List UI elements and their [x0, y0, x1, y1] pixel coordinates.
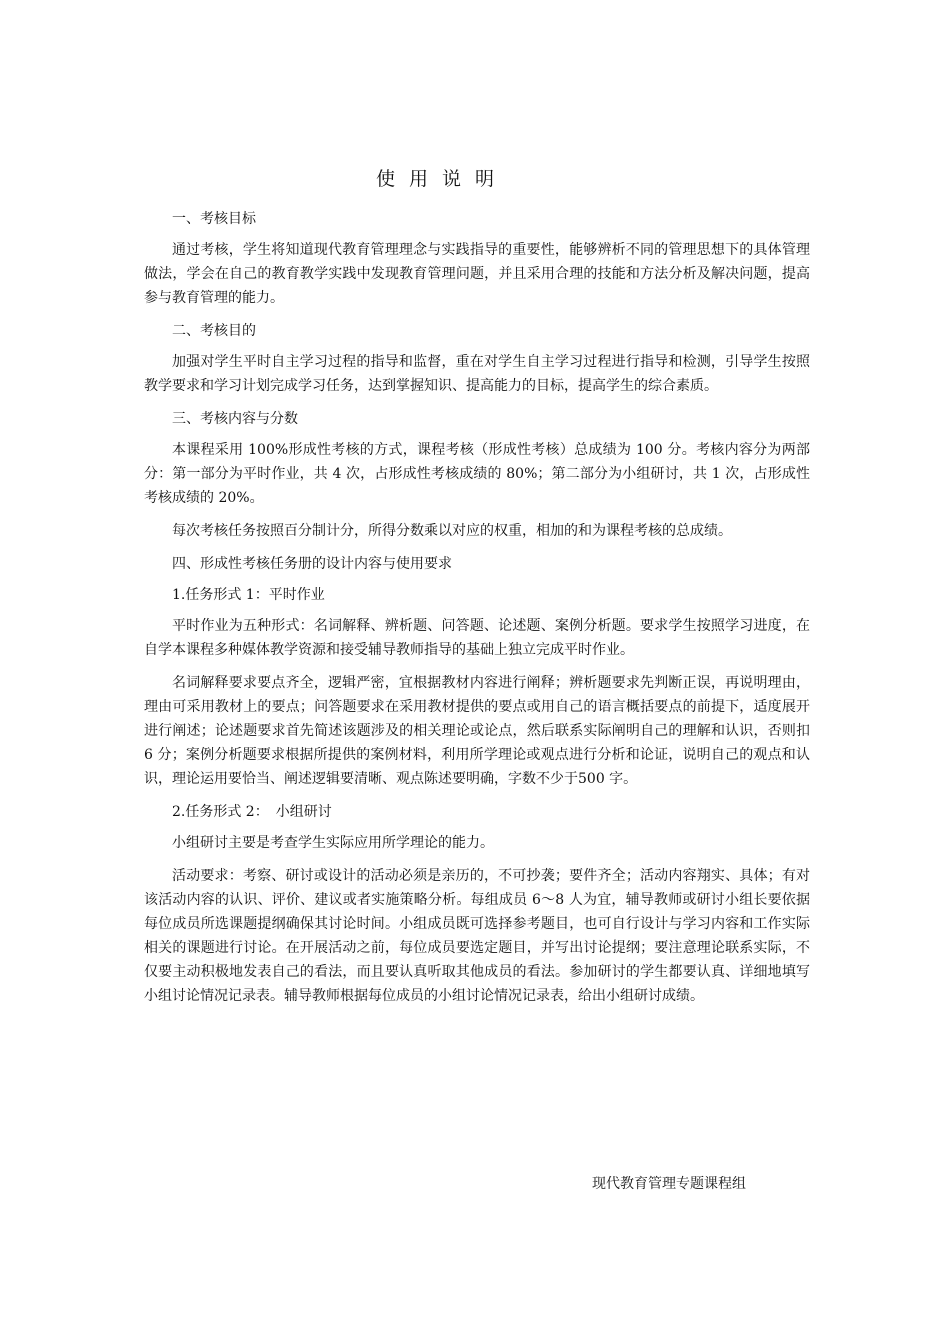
paragraph-homework-forms: 平时作业为五种形式：名词解释、辨析题、问答题、论述题、案例分析题。要求学生按照学习进度，在自学本课程多种媒体教学资源和接受辅导教师指导的基础上独立完成平时作业。 [144, 618, 810, 658]
paragraph-group-discussion: 小组研讨主要是考查学生实际应用所学理论的能力。 [172, 835, 494, 851]
paragraph-scoring-method: 每次考核任务按照百分制计分，所得分数乘以对应的权重，相加的和为课程考核的总成绩。 [172, 523, 732, 539]
subheading-task-form-1: 1.任务形式 1：平时作业 [172, 587, 325, 603]
paragraph-objectives: 通过考核，学生将知道现代教育管理理念与实践指导的重要性，能够辨析不同的管理思想下的具体管理做法，学会在自己的教育教学实践中发现教育管理问题，并且采用合理的技能和方法分析及解决问题，提高参与教育管理的能力。 [144, 242, 810, 306]
paragraph-purpose: 加强对学生平时自主学习过程的指导和监督，重在对学生自主学习过程进行指导和检测，引导学生按照教学要求和学习计划完成学习任务，达到掌握知识、提高能力的目标，提高学生的综合素质。 [144, 354, 810, 394]
section-heading-design-requirements: 四、形成性考核任务册的设计内容与使用要求 [172, 556, 452, 572]
document-signature: 现代教育管理专题课程组 [592, 1176, 746, 1192]
section-heading-purpose: 二、考核目的 [172, 323, 256, 339]
document-title: 使用说明 [375, 168, 508, 190]
subheading-task-form-2: 2.任务形式 2： 小组研讨 [172, 804, 332, 820]
document-body [144, 207, 810, 1017]
paragraph-content-scores: 本课程采用 100%形成性考核的方式，课程考核（形成性考核）总成绩为 100 分。考核内容分为两部分：第一部分为平时作业，共 4 次，占形成性考核成绩的 80%；第二部分为小组研讨，共 1 次，占形成性考核成绩的 20%。 [144, 442, 810, 506]
section-heading-content-scores: 三、考核内容与分数 [172, 411, 298, 427]
document-page [144, 0, 810, 1344]
section-heading-objectives: 一、考核目标 [172, 211, 256, 227]
paragraph-activity-requirements: 活动要求：考察、研讨或设计的活动必须是亲历的，不可抄袭；要件齐全；活动内容翔实、具体；有对该活动内容的认识、评价、建议或者实施策略分析。每组成员 6～8 人为宜，辅导教师或研讨小组长要依据每位成员所选课题提纲确保其讨论时间。小组成员既可选择参考题目，也可自行设计与学习内容和工作实际相关的课题进行讨论。在开展活动之前，每位成员要选定题目，并写出讨论提纲；要注意理论联系实际，不仅要主动积极地发表自己的看法，而且要认真听取其他成员的看法。参加研讨的学生都要认真、详细地填写小组讨论情况记录表。辅导教师根据每位成员的小组讨论情况记录表，给出小组研讨成绩。 [144, 868, 810, 1004]
paragraph-homework-requirements: 名词解释要求要点齐全，逻辑严密，宜根据教材内容进行阐释；辨析题要求先判断正误，再说明理由，理由可采用教材上的要点；问答题要求在采用教材提供的要点或用自己的语言概括要点的前提下，适度展开进行阐述；论述题要求首先简述该题涉及的相关理论或论点，然后联系实际阐明自己的理解和认识，否则扣 6 分；案例分析题要求根据所提供的案例材料，利用所学理论或观点进行分析和论证，说明自己的观点和认识，理论运用要恰当、阐述逻辑要清晰、观点陈述要明确，字数不少于500 字。 [144, 675, 810, 787]
